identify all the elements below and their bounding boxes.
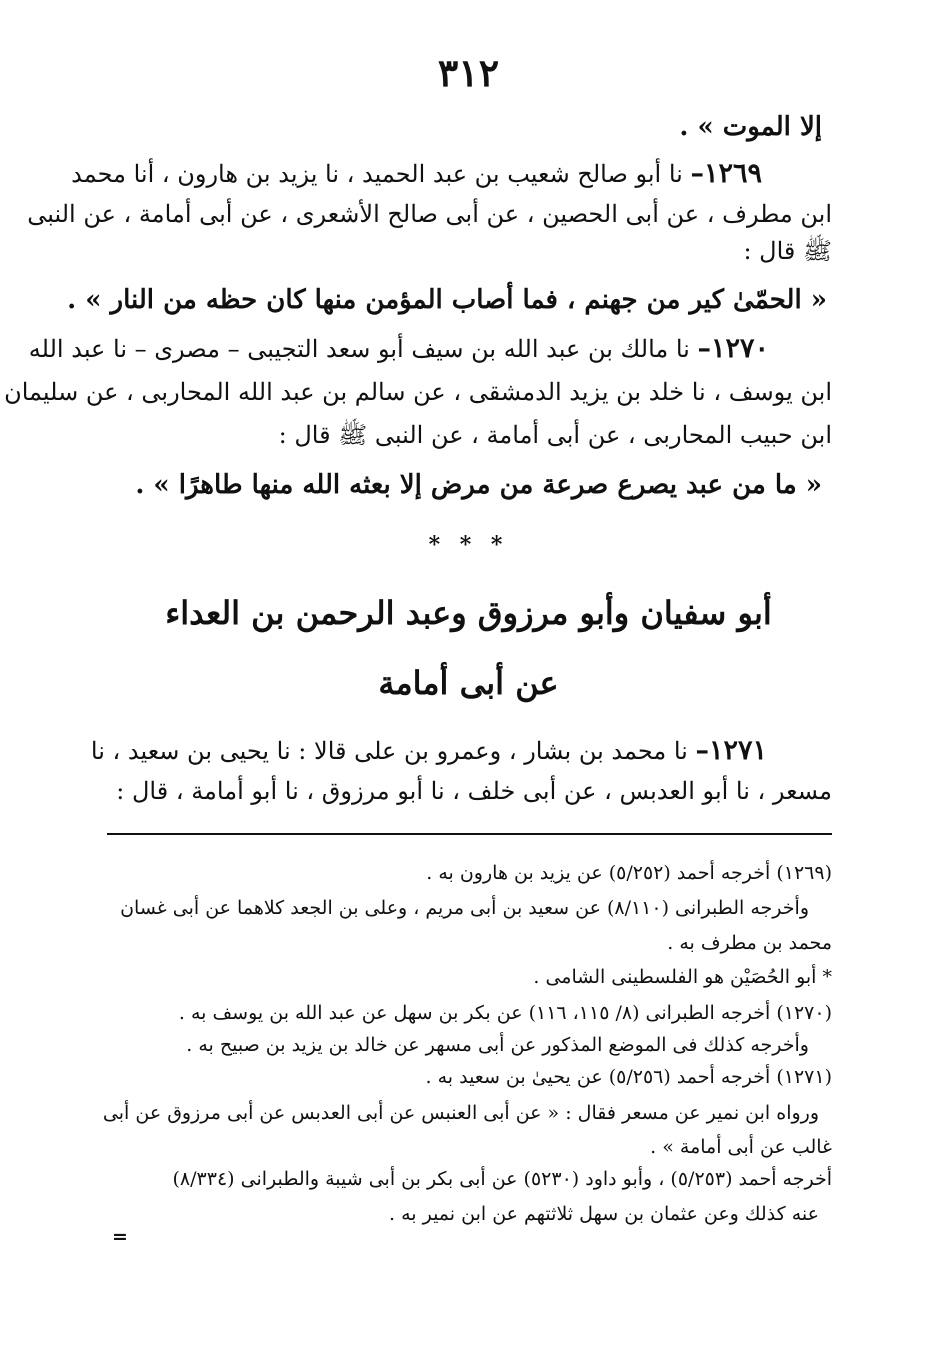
hadith-1269-line-2: ابن مطرف ، عن أبى الحصين ، عن أبى صالح الأشعرى ، عن أبى أمامة ، عن النبى — [27, 200, 832, 228]
footnote-1271-b: ورواه ابن نمير عن مسعر فقال : « عن أبى العنبس عن أبى العدبس عن أبى مرزوق عن أبى — [102, 1102, 819, 1124]
footnote-1270: (١٢٧٠) أخرجه الطبرانى (٨/ ١١٥، ١١٦) عن بكر بن سهل عن عبد الله بن يوسف به . — [178, 1002, 832, 1024]
continuation-mark: = — [112, 1226, 128, 1248]
hadith-1269-line-1 — [71, 158, 762, 189]
footnote-1270-b: وأخرجه كذلك فى الموضع المذكور عن أبى مسهر عن خالد بن يزيد بن صبيح به . — [186, 1034, 809, 1056]
footnote-1269-c: محمد بن مطرف به . — [667, 932, 832, 954]
hadith-number-1270: ١٢٧٠– — [697, 333, 769, 364]
section-subtitle: عن أبى أمامة — [378, 664, 559, 702]
footnote-1271-e: عنه كذلك وعن عثمان بن سهل ثلاثتهم عن ابن نمير به . — [389, 1203, 819, 1225]
footnote-1271-d: أخرجه أحمد (٥/٢٥٣) ، وأبو داود (٥٢٣٠) عن أبى بكر بن أبى شيبة والطبرانى (٨/٣٣٤) — [172, 1168, 832, 1190]
hadith-1269-line-3: ﷺ قال : — [743, 237, 832, 265]
footnote-1269-b: وأخرجه الطبرانى (٨/١١٠) عن سعيد بن أبى مريم ، وعلى بن الجعد كلاهما عن أبى غسان — [120, 897, 809, 919]
section-title: أبو سفيان وأبو مرزوق وعبد الرحمن بن العداء — [165, 594, 772, 632]
footnote-divider — [107, 833, 832, 835]
hadith-number-1271: ١٢٧١– — [695, 735, 767, 766]
footnote-1271-c: غالب عن أبى أمامة » . — [650, 1136, 832, 1158]
hadith-number-1269: ١٢٦٩– — [690, 158, 762, 189]
hadith-1269-text-1: نا أبو صالح شعيب بن عبد الحميد ، نا يزيد بن هارون ، أنا محمد — [71, 160, 691, 188]
page-number: ٣١٢ — [437, 50, 500, 95]
hadith-1270-line-3: ابن حبيب المحاربى ، عن أبى أمامة ، عن النبى ﷺ قال : — [278, 421, 832, 449]
hadith-1270-quote: « ما من عبد يصرع صرعة من مرض إلا بعثه الله منها طاهرًا » . — [135, 470, 822, 500]
hadith-1271-text-1: نا محمد بن بشار ، وعمرو بن على قالا : نا يحيى بن سعيد ، نا — [90, 737, 696, 765]
hadith-1271-line-1 — [91, 735, 767, 766]
hadith-1271-line-2: مسعر ، نا أبو العدبس ، عن أبى خلف ، نا أبو مرزوق ، نا أبو أمامة ، قال : — [116, 777, 832, 805]
section-separator: * * * — [428, 532, 509, 558]
footnote-note: * أبو الحُصَيْن هو الفلسطينى الشامى . — [533, 966, 832, 988]
hadith-1270-line-1 — [29, 333, 769, 364]
footnote-1271: (١٢٧١) أخرجه أحمد (٥/٢٥٦) عن يحيىٰ بن سعيد به . — [425, 1066, 832, 1088]
hadith-1270-text-1: نا مالك بن عبد الله بن سيف أبو سعد التجيبى – مصرى – نا عبد الله — [28, 335, 698, 363]
hadith-1269-quote: « الحمّىٰ كير من جهنم ، فما أصاب المؤمن منها كان حظه من النار » . — [67, 285, 827, 315]
hadith-1270-line-2: ابن يوسف ، نا خلد بن يزيد الدمشقى ، عن سالم بن عبد الله المحاربى ، عن سليمان — [4, 378, 832, 406]
footnote-1269: (١٢٦٩) أخرجه أحمد (٥/٢٥٢) عن يزيد بن هارون به . — [426, 862, 832, 884]
opening-line: إلا الموت » . — [679, 112, 822, 142]
